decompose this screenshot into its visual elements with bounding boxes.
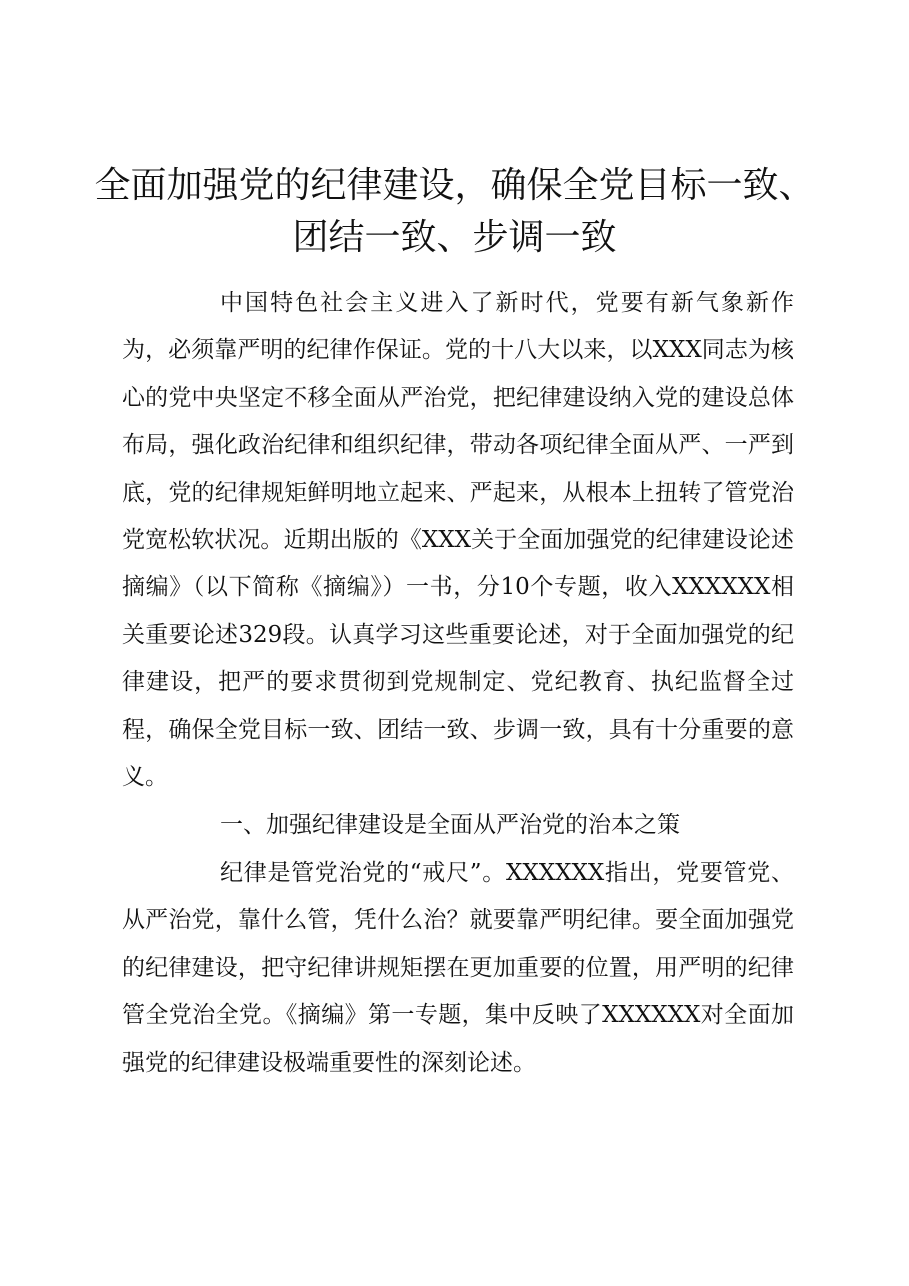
document-title-line-2: 团结一致、步调一致 xyxy=(292,217,617,258)
document-title-line-1: 全面加强党的纪律建设，确保全党目标一致、 xyxy=(94,165,815,206)
paragraph-intro: 中国特色社会主义进入了新时代，党要有新气象新作为，必须靠严明的纪律作保证。党的十八大以来，以XXX同志为核心的党中央坚定不移全面从严治党，把纪律建设纳入党的建设总体布局，强化政治纪律和组织纪律，带动各项纪律全面从严、一严到底，党的纪律规矩鲜明地立起来、严起来，从根本上扭转了管党治党宽松软状况。近期出版的《XXX关于全面加强党的纪律建设论述摘编》（以下简称《摘编》）一书，分10个专题，收入XXXXXX相关重要论述329段。认真学习这些重要论述，对于全面加强党的纪律建设，把严的要求贯彻到党规制定、党纪教育、执纪监督全过程，确保全党目标一致、团结一致、步调一致，具有十分重要的意义。 xyxy=(122,290,794,791)
section-heading-1: 一、加强纪律建设是全面从严治党的治本之策 xyxy=(220,812,680,838)
paragraph-section-1: 纪律是管党治党的“戒尺”。XXXXXX指出，党要管党、从严治党，靠什么管，凭什么治？就要靠严明纪律。要全面加强党的纪律建设，把守纪律讲规矩摆在更加重要的位置，用严明的纪律管全党治全党。《摘编》第一专题，集中反映了XXXXXX对全面加强党的纪律建设极端重要性的深刻论述。 xyxy=(122,860,794,1076)
